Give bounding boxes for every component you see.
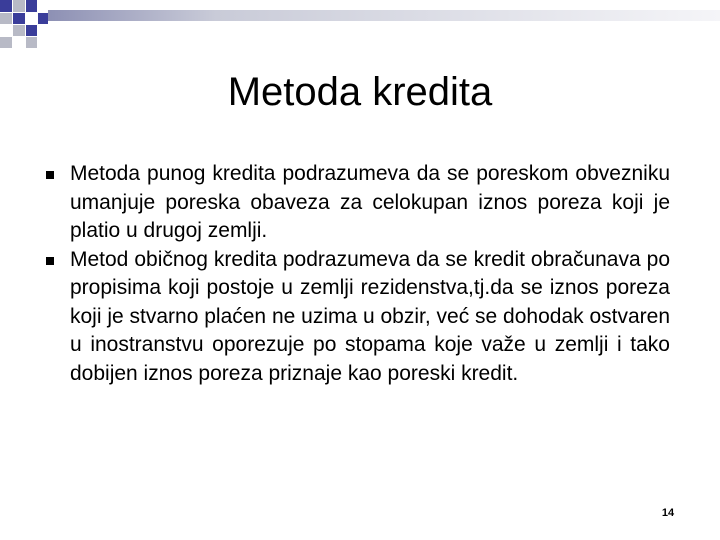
decor-square-blue-1 — [0, 0, 12, 12]
bullet-item-full-credit — [46, 160, 670, 246]
bullet-item-ordinary-credit — [46, 246, 670, 389]
decor-square-gray-5 — [26, 37, 37, 48]
square-bullet-icon — [46, 171, 54, 179]
slide-title: Metoda kredita — [227, 70, 493, 114]
page-number: 14 — [661, 507, 675, 519]
decor-square-white-2 — [38, 25, 48, 36]
square-bullet-icon — [46, 257, 54, 265]
decor-square-blue-2 — [26, 0, 37, 12]
header-decoration — [0, 0, 720, 48]
bullet-text: Metod običnog kredita podrazumeva da se kredit obračunava po propisima koji postoje u zemlji rezidenstva,tj.da se iznos poreza koji je stvarno plaćen ne uzima u obzir, već se dohodak ostvaren u inostranstvu oporezuje po stopama koje važe u zemlji i tako dobijen iznos poreza priznaje kao poreski kredit. — [70, 247, 671, 385]
decor-square-gray-1 — [13, 0, 25, 12]
decor-square-blue-3 — [13, 13, 25, 24]
decor-square-white-1 — [26, 13, 37, 24]
decor-square-gray-4 — [0, 37, 12, 48]
bullet-text: Metoda punog kredita podrazumeva da se poreskom obvezniku umanjuje poreska obaveza za celokupan iznos poreza koji je platio u drugoj zemlji. — [70, 162, 670, 242]
decor-square-gray-3 — [13, 25, 25, 36]
decor-square-blue-4 — [38, 13, 48, 24]
bullet-list — [46, 160, 670, 388]
decor-square-blue-5 — [26, 25, 37, 36]
decor-square-gray-2 — [0, 13, 12, 24]
header-stripe — [48, 10, 720, 21]
